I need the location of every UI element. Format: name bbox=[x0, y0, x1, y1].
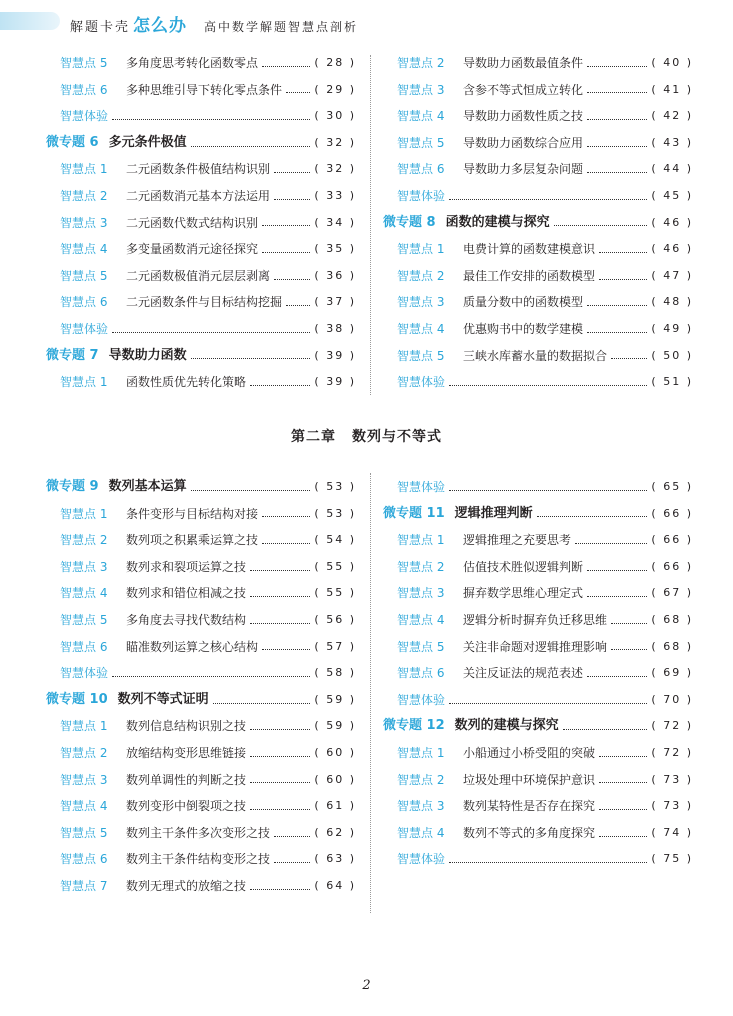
toc-page-ref: ( 72 ) bbox=[651, 745, 693, 759]
toc-entry-label: 智慧点 2 bbox=[60, 745, 108, 760]
toc-item-row[interactable] bbox=[383, 130, 693, 157]
toc-topic-row[interactable] bbox=[46, 474, 356, 501]
toc-entry-title: 条件变形与目标结构对接 bbox=[126, 506, 259, 521]
chapter-number: 第二章 bbox=[291, 429, 336, 445]
toc-entry-label: 智慧点 3 bbox=[60, 215, 108, 230]
toc-dot-leader bbox=[250, 782, 310, 783]
toc-top-left-column bbox=[46, 50, 356, 396]
chapter-heading bbox=[0, 426, 733, 446]
toc-bottom-left-column bbox=[46, 474, 356, 900]
toc-entry-label: 微专题 8 bbox=[383, 214, 436, 230]
toc-item-row[interactable] bbox=[46, 793, 356, 820]
toc-entry-label: 智慧点 1 bbox=[60, 375, 108, 390]
toc-item-row[interactable] bbox=[46, 634, 356, 661]
toc-item-row[interactable] bbox=[46, 156, 356, 183]
toc-dot-leader bbox=[112, 119, 310, 120]
toc-item-row[interactable] bbox=[46, 873, 356, 900]
toc-page-ref: ( 66 ) bbox=[651, 533, 693, 547]
toc-page-ref: ( 55 ) bbox=[314, 559, 356, 573]
toc-page-ref: ( 30 ) bbox=[314, 109, 356, 123]
header-title bbox=[70, 11, 358, 36]
toc-dot-leader bbox=[262, 516, 310, 517]
toc-entry-label: 微专题 12 bbox=[383, 718, 445, 734]
toc-entry-title: 导数助力函数最值条件 bbox=[463, 56, 584, 70]
toc-page-ref: ( 60 ) bbox=[314, 745, 356, 759]
toc-entry-label: 智慧点 5 bbox=[60, 825, 108, 840]
toc-dot-leader bbox=[611, 358, 647, 359]
toc-entry-title: 数列主干条件多次变形之技 bbox=[126, 825, 271, 840]
toc-item-row[interactable] bbox=[383, 527, 693, 554]
toc-item-row[interactable] bbox=[46, 554, 356, 581]
toc-item-row[interactable] bbox=[46, 369, 356, 396]
toc-entry-label: 智慧点 6 bbox=[397, 666, 445, 681]
toc-item-row[interactable] bbox=[46, 713, 356, 740]
toc-entry-title: 函数性质优先转化策略 bbox=[126, 375, 247, 390]
toc-entry-title: 数列信息结构识别之技 bbox=[126, 719, 247, 734]
toc-entry-title: 二元函数极值消元层层剥离 bbox=[126, 268, 271, 283]
toc-entry-title: 二元函数代数式结构识别 bbox=[126, 215, 259, 230]
toc-dot-leader bbox=[449, 490, 647, 491]
toc-entry-label: 智慧点 4 bbox=[397, 825, 445, 840]
toc-entry-title: 导数助力函数综合应用 bbox=[463, 135, 584, 150]
toc-topic-row[interactable] bbox=[46, 343, 356, 370]
toc-dot-leader bbox=[250, 623, 310, 624]
toc-entry-title: 多元条件极值 bbox=[108, 134, 187, 150]
toc-entry-label: 智慧点 1 bbox=[60, 506, 108, 521]
toc-entry-label: 智慧点 5 bbox=[60, 612, 108, 627]
toc-topic-row[interactable] bbox=[383, 501, 693, 528]
toc-item-row[interactable] bbox=[46, 501, 356, 528]
toc-dot-leader bbox=[286, 305, 310, 306]
toc-entry-label: 智慧点 2 bbox=[60, 188, 108, 203]
toc-dot-leader bbox=[587, 66, 647, 67]
toc-entry-label: 智慧点 2 bbox=[397, 559, 445, 574]
toc-dot-leader bbox=[262, 225, 310, 226]
toc-entry-label: 微专题 10 bbox=[46, 691, 108, 707]
header-series: 解题卡壳 bbox=[70, 20, 131, 35]
toc-entry-label: 智慧点 3 bbox=[60, 772, 108, 787]
toc-page-ref: ( 63 ) bbox=[314, 852, 356, 866]
toc-dot-leader bbox=[587, 570, 647, 571]
toc-item-row[interactable] bbox=[46, 263, 356, 290]
toc-dot-leader bbox=[274, 199, 310, 200]
toc-page-ref: ( 57 ) bbox=[314, 639, 356, 653]
toc-page-ref: ( 74 ) bbox=[651, 825, 693, 839]
toc-entry-label: 智慧点 4 bbox=[60, 799, 108, 814]
toc-item-row[interactable] bbox=[383, 767, 693, 794]
toc-dot-leader bbox=[213, 703, 311, 704]
toc-entry-title: 数列求和错位相减之技 bbox=[126, 586, 247, 601]
toc-page-ref: ( 58 ) bbox=[314, 666, 356, 680]
toc-entry-title: 数列某特性是否存在探究 bbox=[463, 799, 596, 814]
header-accent-bar bbox=[0, 12, 60, 30]
toc-entry-title: 摒弃数学思维心理定式 bbox=[463, 586, 584, 601]
toc-entry-title: 数列主干条件结构变形之技 bbox=[126, 852, 271, 867]
toc-entry-title: 三峡水库蓄水量的数据拟合 bbox=[463, 348, 608, 363]
toc-dot-leader bbox=[274, 836, 310, 837]
toc-entry-label: 智慧点 2 bbox=[397, 56, 445, 70]
toc-entry-label: 智慧点 1 bbox=[397, 533, 445, 548]
toc-entry-label: 智慧体验 bbox=[397, 692, 446, 707]
toc-page-ref: ( 75 ) bbox=[651, 852, 693, 866]
toc-practice-row[interactable] bbox=[383, 369, 693, 396]
toc-item-row[interactable] bbox=[383, 740, 693, 767]
toc-practice-row[interactable] bbox=[46, 316, 356, 343]
toc-dot-leader bbox=[599, 809, 647, 810]
toc-page-ref: ( 73 ) bbox=[651, 772, 693, 786]
toc-page-ref: ( 53 ) bbox=[314, 480, 356, 493]
toc-page-ref: ( 37 ) bbox=[314, 295, 356, 309]
toc-page-ref: ( 65 ) bbox=[651, 480, 693, 493]
toc-page-ref: ( 59 ) bbox=[314, 692, 356, 706]
toc-entry-label: 智慧点 3 bbox=[397, 295, 445, 310]
toc-entry-title: 数列不等式的多角度探究 bbox=[463, 825, 596, 840]
toc-item-row[interactable] bbox=[46, 50, 356, 77]
toc-page-ref: ( 34 ) bbox=[314, 215, 356, 229]
toc-top-right-column bbox=[383, 50, 693, 396]
toc-dot-leader bbox=[274, 172, 310, 173]
toc-page-ref: ( 66 ) bbox=[651, 559, 693, 573]
toc-page-ref: ( 39 ) bbox=[314, 348, 356, 362]
toc-dot-leader bbox=[191, 358, 311, 359]
toc-page-ref: ( 68 ) bbox=[651, 612, 693, 626]
toc-entry-title: 多角度思考转化函数零点 bbox=[126, 56, 259, 70]
toc-entry-label: 智慧体验 bbox=[397, 188, 446, 203]
toc-page-ref: ( 41 ) bbox=[651, 82, 693, 96]
toc-bottom-right-column bbox=[383, 474, 693, 873]
toc-entry-title: 数列基本运算 bbox=[108, 479, 187, 494]
toc-page-ref: ( 48 ) bbox=[651, 295, 693, 309]
toc-page-ref: ( 53 ) bbox=[314, 506, 356, 520]
toc-entry-title: 逻辑推理之充要思考 bbox=[463, 533, 572, 548]
toc-item-row[interactable] bbox=[383, 103, 693, 130]
toc-practice-row[interactable] bbox=[46, 660, 356, 687]
toc-entry-title: 二元函数消元基本方法运用 bbox=[126, 188, 271, 203]
toc-practice-row[interactable] bbox=[383, 474, 693, 501]
toc-entry-label: 智慧点 6 bbox=[60, 852, 108, 867]
toc-item-row[interactable] bbox=[383, 289, 693, 316]
toc-dot-leader bbox=[250, 596, 310, 597]
toc-entry-label: 智慧点 4 bbox=[397, 109, 445, 124]
toc-entry-label: 微专题 7 bbox=[46, 347, 99, 363]
toc-dot-leader bbox=[250, 756, 310, 757]
toc-page-ref: ( 42 ) bbox=[651, 109, 693, 123]
toc-item-row[interactable] bbox=[46, 820, 356, 847]
toc-dot-leader bbox=[575, 543, 647, 544]
toc-entry-label: 智慧点 6 bbox=[397, 162, 445, 177]
toc-page-ref: ( 69 ) bbox=[651, 666, 693, 680]
toc-page-ref: ( 43 ) bbox=[651, 135, 693, 149]
toc-entry-title: 数列单调性的判断之技 bbox=[126, 772, 247, 787]
toc-entry-title: 多变量函数消元途径探究 bbox=[126, 242, 259, 257]
toc-dot-leader bbox=[599, 756, 647, 757]
toc-entry-label: 智慧点 4 bbox=[397, 321, 445, 336]
toc-entry-label: 智慧点 5 bbox=[397, 639, 445, 654]
toc-item-row[interactable] bbox=[383, 77, 693, 104]
toc-practice-row[interactable] bbox=[46, 103, 356, 130]
toc-entry-title: 关注反证法的规范表述 bbox=[463, 666, 584, 681]
toc-page-ref: ( 64 ) bbox=[314, 878, 356, 892]
toc-page-ref: ( 55 ) bbox=[314, 586, 356, 600]
toc-dot-leader bbox=[599, 252, 647, 253]
toc-item-row[interactable] bbox=[46, 527, 356, 554]
toc-entry-label: 智慧点 2 bbox=[397, 772, 445, 787]
toc-dot-leader bbox=[587, 146, 647, 147]
header-brand: 怎么办 bbox=[133, 16, 188, 36]
toc-dot-leader bbox=[262, 252, 310, 253]
toc-dot-leader bbox=[587, 92, 647, 93]
toc-entry-label: 智慧点 4 bbox=[60, 242, 108, 257]
toc-entry-title: 数列不等式证明 bbox=[117, 691, 209, 707]
toc-entry-label: 智慧点 2 bbox=[397, 268, 445, 283]
toc-entry-title: 二元函数条件与目标结构挖掘 bbox=[126, 295, 283, 310]
toc-dot-leader bbox=[587, 305, 647, 306]
toc-entry-label: 智慧点 5 bbox=[397, 135, 445, 150]
toc-dot-leader bbox=[250, 385, 310, 386]
toc-dot-leader bbox=[274, 279, 310, 280]
toc-item-row[interactable] bbox=[46, 740, 356, 767]
toc-entry-label: 智慧点 4 bbox=[397, 612, 445, 627]
chapter-title: 数列与不等式 bbox=[352, 429, 442, 445]
toc-page-ref: ( 39 ) bbox=[314, 375, 356, 389]
toc-item-row[interactable] bbox=[383, 50, 693, 77]
toc-entry-title: 质量分数中的函数模型 bbox=[463, 295, 584, 310]
column-divider-top bbox=[370, 55, 371, 395]
toc-page-ref: ( 35 ) bbox=[314, 242, 356, 256]
toc-entry-title: 数列无理式的放缩之技 bbox=[126, 878, 247, 893]
toc-dot-leader bbox=[112, 332, 310, 333]
toc-dot-leader bbox=[611, 623, 647, 624]
toc-page-ref: ( 56 ) bbox=[314, 612, 356, 626]
toc-dot-leader bbox=[537, 516, 648, 517]
toc-dot-leader bbox=[587, 596, 647, 597]
toc-dot-leader bbox=[563, 729, 648, 730]
toc-page-ref: ( 68 ) bbox=[651, 639, 693, 653]
toc-dot-leader bbox=[250, 570, 310, 571]
toc-entry-title: 数列变形中倒裂项之技 bbox=[126, 799, 247, 814]
toc-item-row[interactable] bbox=[383, 580, 693, 607]
toc-dot-leader bbox=[449, 862, 647, 863]
toc-dot-leader bbox=[611, 649, 647, 650]
toc-item-row[interactable] bbox=[383, 554, 693, 581]
toc-dot-leader bbox=[274, 862, 310, 863]
toc-page-ref: ( 67 ) bbox=[651, 586, 693, 600]
toc-entry-title: 优惠购书中的数学建模 bbox=[463, 321, 584, 336]
toc-page-ref: ( 59 ) bbox=[314, 719, 356, 733]
toc-dot-leader bbox=[587, 332, 647, 333]
toc-item-row[interactable] bbox=[383, 316, 693, 343]
toc-entry-title: 二元函数条件极值结构识别 bbox=[126, 162, 271, 177]
page-number: 2 bbox=[362, 978, 371, 993]
toc-item-row[interactable] bbox=[46, 846, 356, 873]
toc-entry-title: 小船通过小桥受阻的突破 bbox=[463, 745, 596, 760]
toc-entry-label: 智慧点 5 bbox=[397, 348, 445, 363]
toc-item-row[interactable] bbox=[46, 77, 356, 104]
toc-item-row[interactable] bbox=[46, 767, 356, 794]
toc-item-row[interactable] bbox=[46, 210, 356, 237]
toc-item-row[interactable] bbox=[46, 580, 356, 607]
toc-entry-title: 放缩结构变形思维链接 bbox=[126, 745, 247, 760]
toc-entry-title: 多种思维引导下转化零点条件 bbox=[126, 82, 283, 97]
toc-entry-label: 智慧点 1 bbox=[60, 162, 108, 177]
toc-entry-label: 智慧点 1 bbox=[397, 745, 445, 760]
toc-entry-title: 导数助力函数性质之技 bbox=[463, 109, 584, 124]
toc-entry-label: 智慧点 6 bbox=[60, 82, 108, 97]
toc-entry-label: 智慧点 3 bbox=[397, 586, 445, 601]
toc-entry-title: 数列求和裂项运算之技 bbox=[126, 559, 247, 574]
toc-entry-title: 导数助力函数 bbox=[108, 347, 187, 363]
toc-topic-row[interactable] bbox=[383, 713, 693, 740]
toc-page-ref: ( 40 ) bbox=[651, 56, 693, 69]
toc-entry-label: 智慧点 3 bbox=[397, 799, 445, 814]
toc-item-row[interactable] bbox=[383, 156, 693, 183]
toc-item-row[interactable] bbox=[383, 660, 693, 687]
toc-item-row[interactable] bbox=[383, 343, 693, 370]
toc-dot-leader bbox=[554, 225, 648, 226]
toc-topic-row[interactable] bbox=[46, 687, 356, 714]
toc-topic-row[interactable] bbox=[383, 210, 693, 237]
toc-entry-label: 智慧点 2 bbox=[60, 533, 108, 548]
toc-page-ref: ( 46 ) bbox=[651, 242, 693, 256]
toc-page-ref: ( 28 ) bbox=[314, 56, 356, 69]
toc-page-ref: ( 38 ) bbox=[314, 321, 356, 335]
toc-entry-label: 智慧点 3 bbox=[397, 82, 445, 97]
toc-entry-label: 智慧点 6 bbox=[60, 295, 108, 310]
toc-item-row[interactable] bbox=[46, 289, 356, 316]
toc-entry-title: 含参不等式恒成立转化 bbox=[463, 82, 584, 97]
toc-dot-leader bbox=[587, 119, 647, 120]
toc-topic-row[interactable] bbox=[46, 130, 356, 157]
toc-page-ref: ( 32 ) bbox=[314, 162, 356, 176]
toc-entry-title: 关注非命题对逻辑推理影响 bbox=[463, 639, 608, 654]
column-divider-bottom bbox=[370, 473, 371, 913]
toc-item-row[interactable] bbox=[383, 607, 693, 634]
toc-page-ref: ( 47 ) bbox=[651, 268, 693, 282]
toc-entry-label: 微专题 6 bbox=[46, 134, 99, 150]
toc-entry-title: 瞄准数列运算之核心结构 bbox=[126, 639, 259, 654]
toc-dot-leader bbox=[587, 676, 647, 677]
toc-entry-label: 智慧点 1 bbox=[60, 719, 108, 734]
toc-dot-leader bbox=[191, 490, 311, 491]
toc-dot-leader bbox=[449, 703, 647, 704]
toc-page-ref: ( 44 ) bbox=[651, 162, 693, 176]
toc-item-row[interactable] bbox=[46, 183, 356, 210]
toc-entry-label: 智慧点 7 bbox=[60, 878, 108, 893]
toc-page-ref: ( 60 ) bbox=[314, 772, 356, 786]
toc-dot-leader bbox=[599, 279, 647, 280]
toc-page-ref: ( 70 ) bbox=[651, 692, 693, 706]
toc-page-ref: ( 29 ) bbox=[314, 82, 356, 96]
toc-dot-leader bbox=[262, 66, 310, 67]
toc-entry-title: 数列项之积累乘运算之技 bbox=[126, 533, 259, 548]
toc-dot-leader bbox=[250, 809, 310, 810]
toc-dot-leader bbox=[449, 385, 647, 386]
toc-page-ref: ( 66 ) bbox=[651, 506, 693, 520]
toc-item-row[interactable] bbox=[383, 820, 693, 847]
toc-page-ref: ( 73 ) bbox=[651, 799, 693, 813]
toc-dot-leader bbox=[449, 199, 647, 200]
toc-entry-title: 函数的建模与探究 bbox=[445, 214, 550, 230]
page-header bbox=[0, 0, 733, 40]
toc-dot-leader bbox=[599, 782, 647, 783]
toc-page-ref: ( 36 ) bbox=[314, 268, 356, 282]
toc-entry-label: 智慧体验 bbox=[397, 480, 446, 494]
toc-page-ref: ( 33 ) bbox=[314, 188, 356, 202]
toc-entry-title: 电费计算的函数建模意识 bbox=[463, 242, 596, 257]
toc-entry-label: 智慧点 1 bbox=[397, 242, 445, 257]
toc-page-ref: ( 50 ) bbox=[651, 348, 693, 362]
header-subtitle: 高中数学解题智慧点剖析 bbox=[204, 20, 359, 34]
toc-dot-leader bbox=[599, 836, 647, 837]
toc-dot-leader bbox=[250, 729, 310, 730]
toc-dot-leader bbox=[250, 889, 310, 890]
toc-page-ref: ( 62 ) bbox=[314, 825, 356, 839]
toc-entry-label: 智慧体验 bbox=[397, 375, 446, 390]
toc-entry-label: 智慧点 6 bbox=[60, 639, 108, 654]
toc-dot-leader bbox=[262, 543, 310, 544]
toc-entry-label: 微专题 11 bbox=[383, 505, 445, 521]
toc-practice-row[interactable] bbox=[383, 687, 693, 714]
toc-entry-label: 智慧点 3 bbox=[60, 559, 108, 574]
toc-dot-leader bbox=[262, 649, 310, 650]
toc-entry-label: 智慧点 5 bbox=[60, 56, 108, 70]
toc-page-ref: ( 49 ) bbox=[651, 321, 693, 335]
toc-page-ref: ( 46 ) bbox=[651, 215, 693, 229]
toc-item-row[interactable] bbox=[383, 634, 693, 661]
toc-entry-label: 智慧体验 bbox=[60, 321, 109, 336]
toc-entry-title: 数列的建模与探究 bbox=[454, 718, 559, 734]
toc-entry-label: 智慧点 5 bbox=[60, 268, 108, 283]
toc-item-row[interactable] bbox=[383, 263, 693, 290]
toc-entry-title: 多角度去寻找代数结构 bbox=[126, 612, 247, 627]
toc-page-ref: ( 51 ) bbox=[651, 375, 693, 389]
toc-practice-row[interactable] bbox=[383, 183, 693, 210]
toc-page-ref: ( 61 ) bbox=[314, 799, 356, 813]
toc-practice-row[interactable] bbox=[383, 846, 693, 873]
toc-entry-title: 导数助力多层复杂问题 bbox=[463, 162, 584, 177]
toc-entry-title: 逻辑分析时摒弃负迁移思维 bbox=[463, 612, 608, 627]
toc-item-row[interactable] bbox=[383, 236, 693, 263]
toc-entry-title: 垃圾处理中环境保护意识 bbox=[463, 772, 596, 787]
toc-page-ref: ( 32 ) bbox=[314, 135, 356, 149]
toc-item-row[interactable] bbox=[46, 236, 356, 263]
toc-entry-label: 微专题 9 bbox=[46, 479, 99, 494]
toc-entry-title: 逻辑推理判断 bbox=[454, 505, 533, 521]
toc-entry-label: 智慧体验 bbox=[60, 666, 109, 681]
toc-entry-label: 智慧点 4 bbox=[60, 586, 108, 601]
toc-dot-leader bbox=[587, 172, 647, 173]
toc-entry-label: 智慧体验 bbox=[397, 852, 446, 867]
toc-page-ref: ( 54 ) bbox=[314, 533, 356, 547]
toc-page-ref: ( 45 ) bbox=[651, 188, 693, 202]
toc-dot-leader bbox=[112, 676, 310, 677]
toc-entry-title: 估值技术胜似逻辑判断 bbox=[463, 559, 584, 574]
toc-page-ref: ( 72 ) bbox=[651, 719, 693, 733]
toc-dot-leader bbox=[191, 146, 311, 147]
toc-item-row[interactable] bbox=[46, 607, 356, 634]
toc-entry-title: 最佳工作安排的函数模型 bbox=[463, 268, 596, 283]
toc-entry-label: 智慧体验 bbox=[60, 109, 109, 124]
toc-dot-leader bbox=[286, 92, 310, 93]
toc-item-row[interactable] bbox=[383, 793, 693, 820]
